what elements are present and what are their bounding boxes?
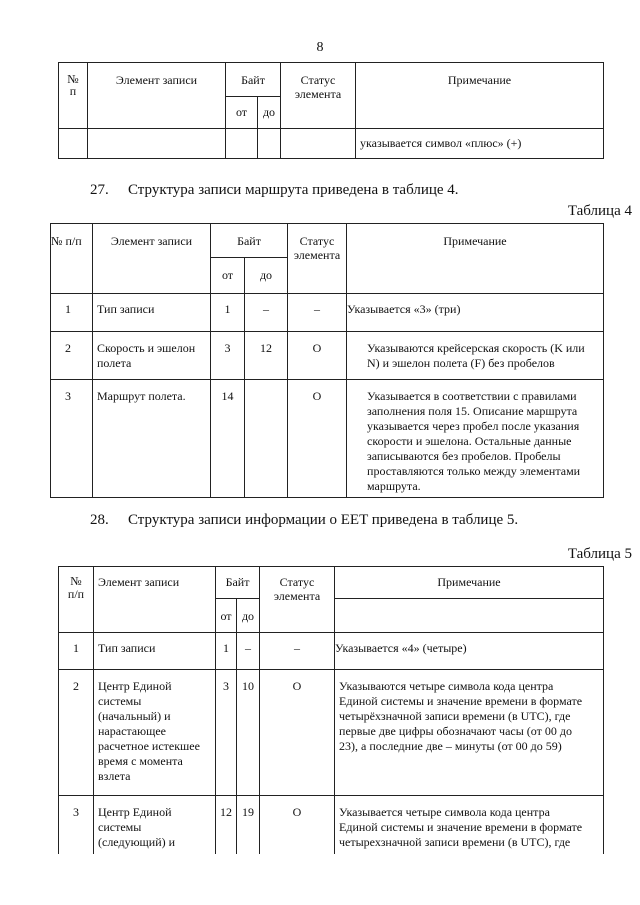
row-status: –	[288, 294, 347, 332]
row-to: 19	[237, 796, 260, 854]
row-num: 1	[59, 633, 94, 670]
table-5	[58, 566, 604, 854]
row-to: –	[237, 633, 260, 670]
header-to: до	[258, 97, 281, 129]
row-to: 10	[237, 670, 260, 796]
row-note: Указывается четыре символа кода центра Единой системы и значение времени в формате четырехзначной записи времени (в UTC), где	[335, 796, 604, 854]
row-num: 3	[59, 796, 94, 854]
header-from: от	[211, 258, 245, 294]
header-element: Элемент записи	[88, 63, 226, 129]
row-note: Указываются крейсерская скорость (K или N) и эшелон полета (F) без пробелов	[347, 332, 604, 380]
row-element: Центр Единой системы (начальный) и нарастающее расчетное истекшее время с момента взлета	[94, 670, 216, 796]
header-from: от	[226, 97, 258, 129]
header-bytes: Байт	[216, 567, 260, 599]
row-note: Указывается «4» (четыре)	[335, 633, 604, 670]
row-from: 3	[211, 332, 245, 380]
row-status: О	[288, 380, 347, 498]
table-row	[59, 633, 604, 670]
row-from: 12	[216, 796, 237, 854]
header-note: Примечание	[335, 567, 604, 599]
row-element: Центр Единой системы (следующий) и	[94, 796, 216, 854]
table-row	[51, 380, 604, 498]
cell-empty	[226, 129, 258, 159]
row-from: 1	[211, 294, 245, 332]
row-note: Указывается «3» (три)	[347, 294, 604, 332]
table-row	[51, 294, 604, 332]
header-bytes: Байт	[211, 224, 288, 258]
cell-empty	[335, 599, 604, 633]
table-5-label: Таблица 5	[567, 546, 632, 562]
para-28-text: Структура записи информации о EET приведена в таблице 5.	[128, 512, 519, 528]
row-num: 3	[51, 380, 93, 498]
header-num: № п/п	[59, 567, 94, 633]
header-from: от	[216, 599, 237, 633]
row-element: Тип записи	[93, 294, 211, 332]
row-status: О	[260, 796, 335, 854]
header-bytes: Байт	[226, 63, 281, 97]
row-from: 14	[211, 380, 245, 498]
cell-empty	[281, 129, 356, 159]
row-from: 3	[216, 670, 237, 796]
row-from: 1	[216, 633, 237, 670]
para-28-number: 28.	[90, 512, 109, 528]
header-num: № п/п	[51, 224, 93, 294]
page-number: 8	[316, 40, 324, 55]
cell-note: указывается символ «плюс» (+)	[356, 129, 604, 159]
row-num: 1	[51, 294, 93, 332]
row-status: О	[288, 332, 347, 380]
header-element: Элемент записи	[94, 567, 216, 633]
row-to	[245, 380, 288, 498]
header-status: Статус элемента	[281, 63, 356, 129]
header-status: Статус элемента	[260, 567, 335, 633]
header-to: до	[245, 258, 288, 294]
row-element: Скорость и эшелон полета	[93, 332, 211, 380]
header-note: Примечание	[356, 63, 604, 129]
cell-empty	[258, 129, 281, 159]
row-status: –	[260, 633, 335, 670]
row-num: 2	[59, 670, 94, 796]
header-note: Примечание	[347, 224, 604, 294]
cell-empty	[88, 129, 226, 159]
row-element: Маршрут полета.	[93, 380, 211, 498]
header-to: до	[237, 599, 260, 633]
row-note: Указываются четыре символа кода центра Единой системы и значение времени в формате четырёхзначной записи времени (в UTC), где первые две цифры обозначают часы (от 00 до 23), а последние две – минуты (от 00 до 59)	[335, 670, 604, 796]
cell-empty	[59, 129, 88, 159]
row-to: –	[245, 294, 288, 332]
header-status: Статус элемента	[288, 224, 347, 294]
table-4	[50, 223, 604, 498]
header-num: № п	[59, 63, 88, 129]
row-status: О	[260, 670, 335, 796]
table-continued	[58, 62, 604, 159]
row-element: Тип записи	[94, 633, 216, 670]
para-27-number: 27.	[90, 182, 109, 198]
table-row	[51, 332, 604, 380]
row-to: 12	[245, 332, 288, 380]
header-element: Элемент записи	[93, 224, 211, 294]
row-note: Указывается в соответствии с правилами заполнения поля 15. Описание маршрута указывается через пробел после указания скорости и эшелона. Остальные данные записываются без пробелов. Пробелы проставляются только между элементами маршрута.	[347, 380, 604, 498]
table-row	[59, 670, 604, 796]
table-4-label: Таблица 4	[567, 203, 632, 219]
row-num: 2	[51, 332, 93, 380]
table-row	[59, 796, 604, 854]
para-27-text: Структура записи маршрута приведена в таблице 4.	[128, 182, 459, 198]
